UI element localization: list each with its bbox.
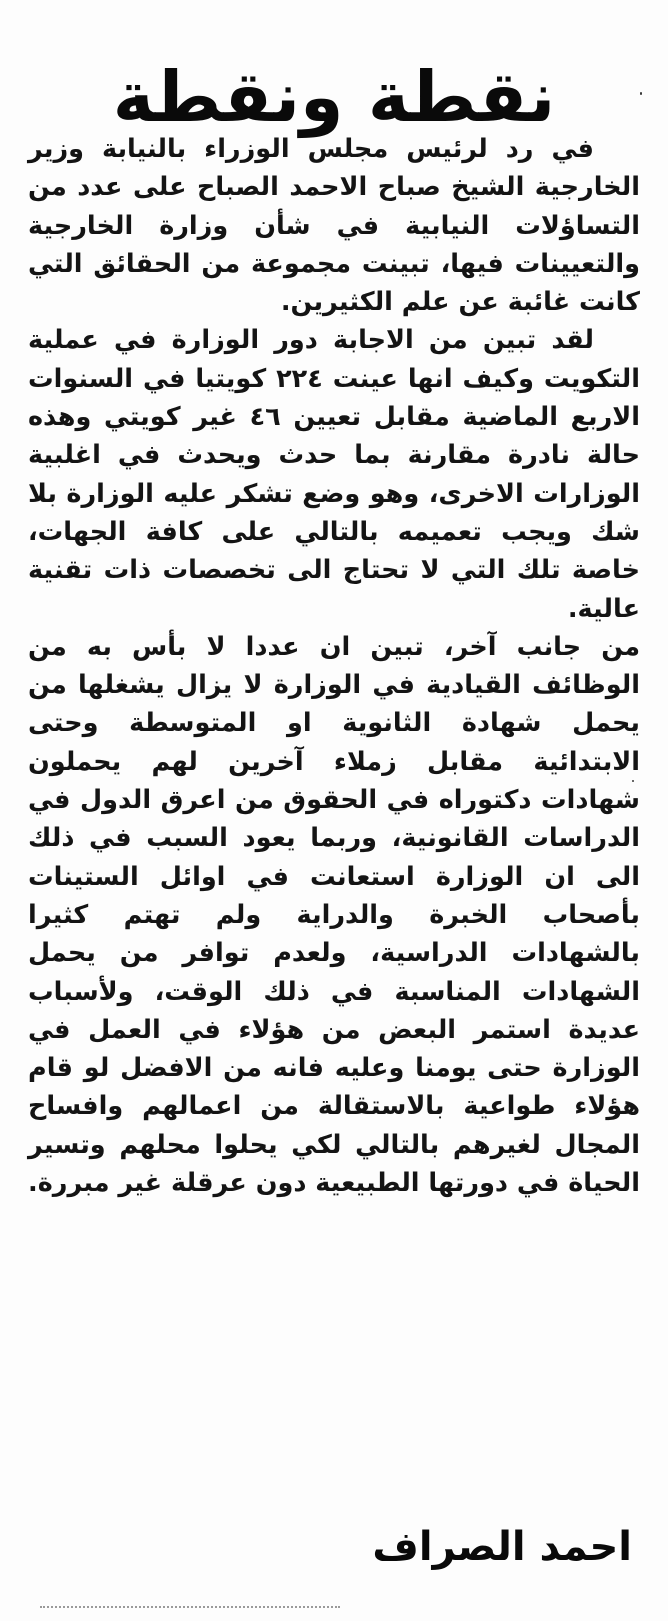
scan-speck xyxy=(632,780,634,782)
column-title: نقطة ونقطة xyxy=(112,55,556,138)
scan-speck xyxy=(640,92,642,95)
article-paragraph: من جانب آخر، تبين ان عددا لا بأس به من الوظائف القيادية في الوزارة لا يزال يشغلها من يحمل شهادة الثانوية او المتوسطة وحتى الابتدائية مقابل زملاء آخرين لهم يحملون شهادات دكتوراه في الحقوق من اعرق الدول في الدراسات القانونية، وربما يعود السبب في ذلك الى ان الوزارة استعانت في اوائل الستينات بأصحاب الخبرة والدراية ولم تهتم كثيرا بالشهادات الدراسية، ولعدم توافر من يحمل الشهادات المناسبة في ذلك الوقت، ولأسباب عديدة استمر البعض من هؤلاء في العمل في الوزارة حتى يومنا وعليه فانه من الافضل لو قام هؤلاء طواعية بالاستقالة من اعمالهم وافساح المجال لغيرهم بالتالي لكي يحلوا محلهم وتسير الحياة في دورتها الطبيعية دون عرقلة غير مبررة. xyxy=(28,631,640,1199)
article-paragraph: لقد تبين من الاجابة دور الوزارة في عملية التكويت وكيف انها عينت ٢٢٤ كويتيا في السنوات الاربع الماضية مقابل تعيين ٤٦ غير كويتي وهذه حالة نادرة مقارنة بما حدث ويحدث في اغلبية الوزارات الاخرى، وهو وضع تشكر عليه الوزارة بلا شك ويجب تعميمه بالتالي على كافة الجهات، خاصة تلك التي لا تحتاج الى تخصصات ذات تقنية عالية. xyxy=(28,325,640,624)
article-paragraph: في رد لرئيس مجلس الوزراء بالنيابة وزير الخارجية الشيخ صباح الاحمد الصباح على عدد من التساؤلات النيابية في شأن وزارة الخارجية والتعيينات فيها، تبينت مجموعة من الحقائق التي كانت غائبة عن علم الكثيرين. xyxy=(28,134,640,318)
article-body xyxy=(28,130,640,1202)
author-byline: احمد الصراف xyxy=(372,1524,632,1570)
scan-edge-noise xyxy=(40,1606,340,1608)
